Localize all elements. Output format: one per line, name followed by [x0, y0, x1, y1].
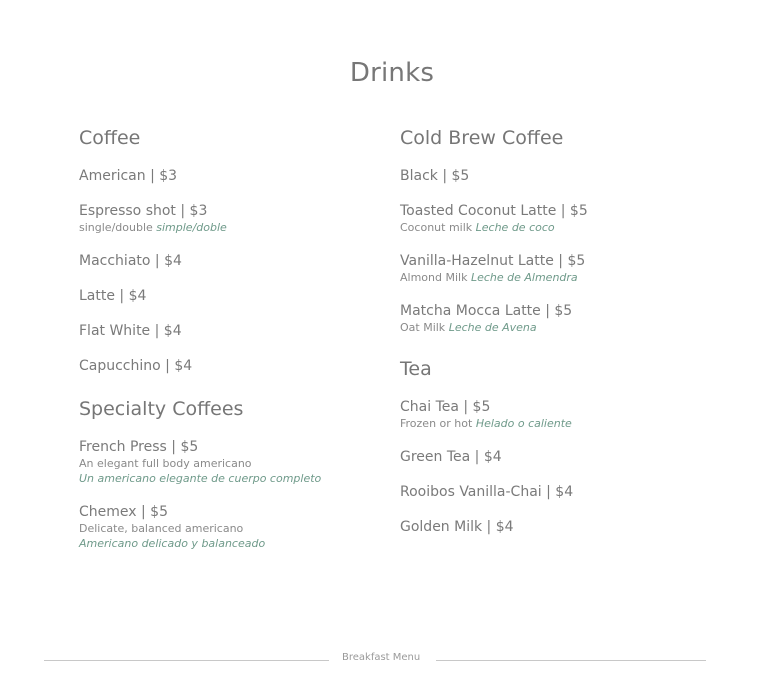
menu-item — [400, 167, 720, 185]
menu-item-description — [400, 270, 720, 285]
footer-divider-right — [436, 660, 706, 661]
section-title: Tea — [400, 358, 432, 380]
description-english: Oat Milk — [400, 321, 446, 334]
left-column — [79, 126, 379, 568]
section-specialty-coffees — [79, 397, 379, 551]
menu-item-name-price: Vanilla-Hazelnut Latte | $5 — [400, 253, 586, 269]
menu-item-name-price: Capucchino | $4 — [79, 358, 193, 374]
menu-item-name-price: Golden Milk | $4 — [400, 519, 514, 535]
menu-item-name-price: Chai Tea | $5 — [400, 399, 491, 415]
menu-item-description — [400, 416, 720, 431]
menu-item — [79, 252, 379, 270]
menu-item-description — [400, 320, 720, 335]
menu-item-name-price: American | $3 — [79, 168, 178, 184]
menu-item-name-price: Black | $5 — [400, 168, 470, 184]
description-english: Delicate, balanced americano — [79, 522, 244, 535]
description-spanish: Leche de Avena — [448, 321, 537, 334]
section-coffee — [79, 126, 379, 375]
description-spanish: Helado o caliente — [475, 417, 572, 430]
menu-item — [79, 202, 379, 235]
menu-item — [79, 438, 379, 486]
menu-item — [79, 503, 379, 551]
description-english: An elegant full body americano — [79, 457, 252, 470]
menu-item — [79, 322, 379, 340]
menu-item — [400, 252, 720, 285]
menu-item-name-price: Rooibos Vanilla-Chai | $4 — [400, 484, 574, 500]
page-footer — [44, 650, 706, 670]
description-english: Coconut milk — [400, 221, 473, 234]
footer-divider-left — [44, 660, 329, 661]
menu-item-name-price: Flat White | $4 — [79, 323, 182, 339]
description-spanish: simple/doble — [156, 221, 227, 234]
description-english: single/double — [79, 221, 153, 234]
description-spanish: Un americano elegante de cuerpo completo — [79, 472, 322, 485]
description-english: Frozen or hot — [400, 417, 473, 430]
menu-item-description — [79, 220, 379, 235]
menu-item-description — [400, 220, 720, 235]
description-spanish: Leche de Almendra — [470, 271, 578, 284]
section-tea — [400, 357, 720, 536]
menu-item — [400, 448, 720, 466]
description-spanish: Americano delicado y balanceado — [79, 537, 266, 550]
menu-item — [400, 398, 720, 431]
menu-item — [400, 518, 720, 536]
menu-item — [400, 483, 720, 501]
footer-label: Breakfast Menu — [342, 652, 421, 663]
section-title: Cold Brew Coffee — [400, 127, 564, 149]
menu-item-name-price: Matcha Mocca Latte | $5 — [400, 303, 573, 319]
menu-item-name-price: Toasted Coconut Latte | $5 — [400, 203, 588, 219]
menu-item — [400, 302, 720, 335]
menu-item-name-price: Latte | $4 — [79, 288, 147, 304]
right-column — [400, 126, 720, 553]
menu-item — [400, 202, 720, 235]
menu-item — [79, 357, 379, 375]
menu-item-name-price: French Press | $5 — [79, 439, 199, 455]
section-cold-brew-coffee — [400, 126, 720, 335]
menu-item-name-price: Green Tea | $4 — [400, 449, 502, 465]
section-title: Coffee — [79, 127, 141, 149]
page-title: Drinks — [349, 58, 435, 88]
description-english: Almond Milk — [400, 271, 468, 284]
description-spanish: Leche de coco — [475, 221, 555, 234]
menu-item-name-price: Espresso shot | $3 — [79, 203, 208, 219]
menu-item-name-price: Chemex | $5 — [79, 504, 168, 520]
menu-item-name-price: Macchiato | $4 — [79, 253, 182, 269]
menu-item — [79, 167, 379, 185]
menu-item — [79, 287, 379, 305]
section-title: Specialty Coffees — [79, 398, 244, 420]
